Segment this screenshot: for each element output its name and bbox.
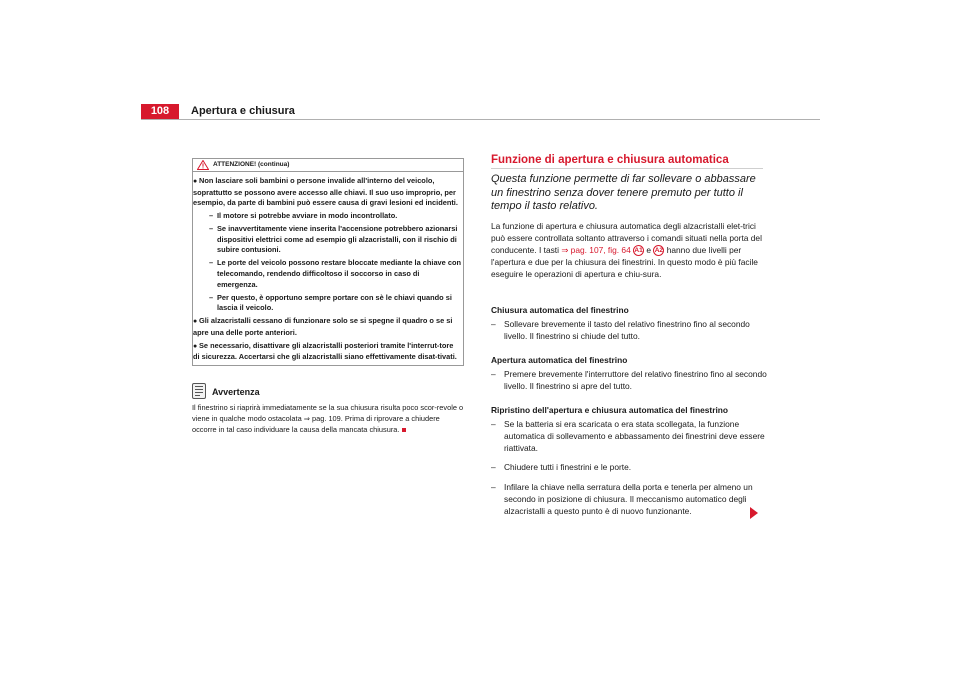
list-item: – Sollevare brevemente il tasto del relativo finestrino fino al secondo livello. Il finestrino si chiude del tutto.	[491, 319, 750, 341]
section-paragraph: La funzione di apertura e chiusura automatica degli alzacristalli elet-trici può essere controllata soltanto attraverso i comandi situati nella porta del conducente. I tasti ⇒ pag. 107, fig. 64 A1 e A2 hanno due livelli per l'apertura e due per la chiusura dei finestrini. In questo modo è più facile eseguire le operazioni di apertura e chiu-sura.	[491, 221, 762, 279]
warning-bullet: ● Non lasciare soli bambini o persone invalide all'interno del veicolo, soprattutto se possono avere accesso alle chiavi. Il suo uso improprio, per esempio, da parte di bambini può essere causa di gravi lesioni ed incidenti.	[193, 176, 458, 208]
subheading-auto-open: Apertura automatica del finestrino	[491, 355, 628, 365]
note-title: Avvertenza	[212, 387, 260, 397]
list-item: – Se la batteria si era scaricata o era stata scollegata, la funzione automatica di sollevamento e abbassamento dei finestrini deve essere riattivata.	[491, 419, 765, 453]
warning-bullet: ● Gli alzacristalli cessano di funzionare solo se si spegne il quadro o se si apre una delle porte anteriori.	[193, 316, 453, 337]
warning-bullet: ● Se necessario, disattivare gli alzacristalli posteriori tramite l'interrut-tore di sicurezza. Accertarsi che gli alzacristalli siano effettivamente disat-tivati.	[193, 340, 457, 362]
warning-title: ATTENZIONE! (continua)	[213, 161, 290, 168]
list-item: – Premere brevemente l'interruttore del relativo finestrino fino al secondo livello. Il finestrino si apre del tutto.	[491, 369, 767, 391]
list-item: – Chiudere tutti i finestrini e le porte.	[491, 462, 632, 472]
key-a1-badge: A1	[634, 246, 643, 254]
subheading-auto-close: Chiusura automatica del finestrino	[491, 305, 629, 315]
warning-triangle-icon	[197, 160, 209, 170]
warning-body	[193, 176, 461, 365]
warning-sub-item: – Per questo, è opportuno sempre portare con sè le chiavi quando si lascia il veicolo.	[209, 292, 452, 313]
section-lead: Questa funzione permette di far sollevare o abbassare un finestrino senza dover tenere premuto per tutto il tempo il tasto relativo.	[491, 173, 756, 212]
chapter-title: Apertura e chiusura	[191, 105, 295, 117]
section-rule	[491, 168, 763, 169]
key-a2-badge: A2	[654, 246, 664, 254]
note-text: Il finestrino si riaprirà immediatamente se la sua chiusura risulta poco scor-revole o viene in qualche modo ostacolata ⇒ pag. 109. Prima di riprovare a chiudere occorre in tal caso individuare la causa della mancata chiusura.	[192, 403, 464, 434]
header-rule	[141, 119, 820, 120]
warning-header	[193, 159, 463, 172]
page-number: 108	[141, 104, 179, 119]
note-icon	[192, 383, 206, 399]
warning-box	[192, 158, 464, 366]
continue-arrow-icon	[750, 507, 758, 519]
warning-sub-item: – Se inavvertitamente viene inserita l'accensione potrebbero azionarsi dispositivi elettrici come ad esempio gli alzacristalli, con il rischio di subire contusioni.	[209, 224, 458, 255]
page-reference-link[interactable]: ⇒ pag. 107, fig. 64	[561, 244, 631, 255]
section-title: Funzione di apertura e chiusura automatica	[491, 154, 729, 166]
list-item: – Infilare la chiave nella serratura della porta e tenerla per almeno un secondo in posizione di chiusura. Il meccanismo automatico degli alzacristalli a questo punto è di nuovo funzionante.	[491, 482, 753, 516]
warning-sub-item: – Il motore si potrebbe avviare in modo incontrollato.	[209, 211, 398, 221]
end-mark-icon	[402, 428, 406, 432]
warning-sub-item: – Le porte del veicolo possono restare bloccate mediante la chiave con telecomando, rendendo difficoltoso il soccorso in caso di emergenza.	[209, 258, 461, 289]
subheading-reset: Ripristino dell'apertura e chiusura automatica del finestrino	[491, 405, 729, 415]
